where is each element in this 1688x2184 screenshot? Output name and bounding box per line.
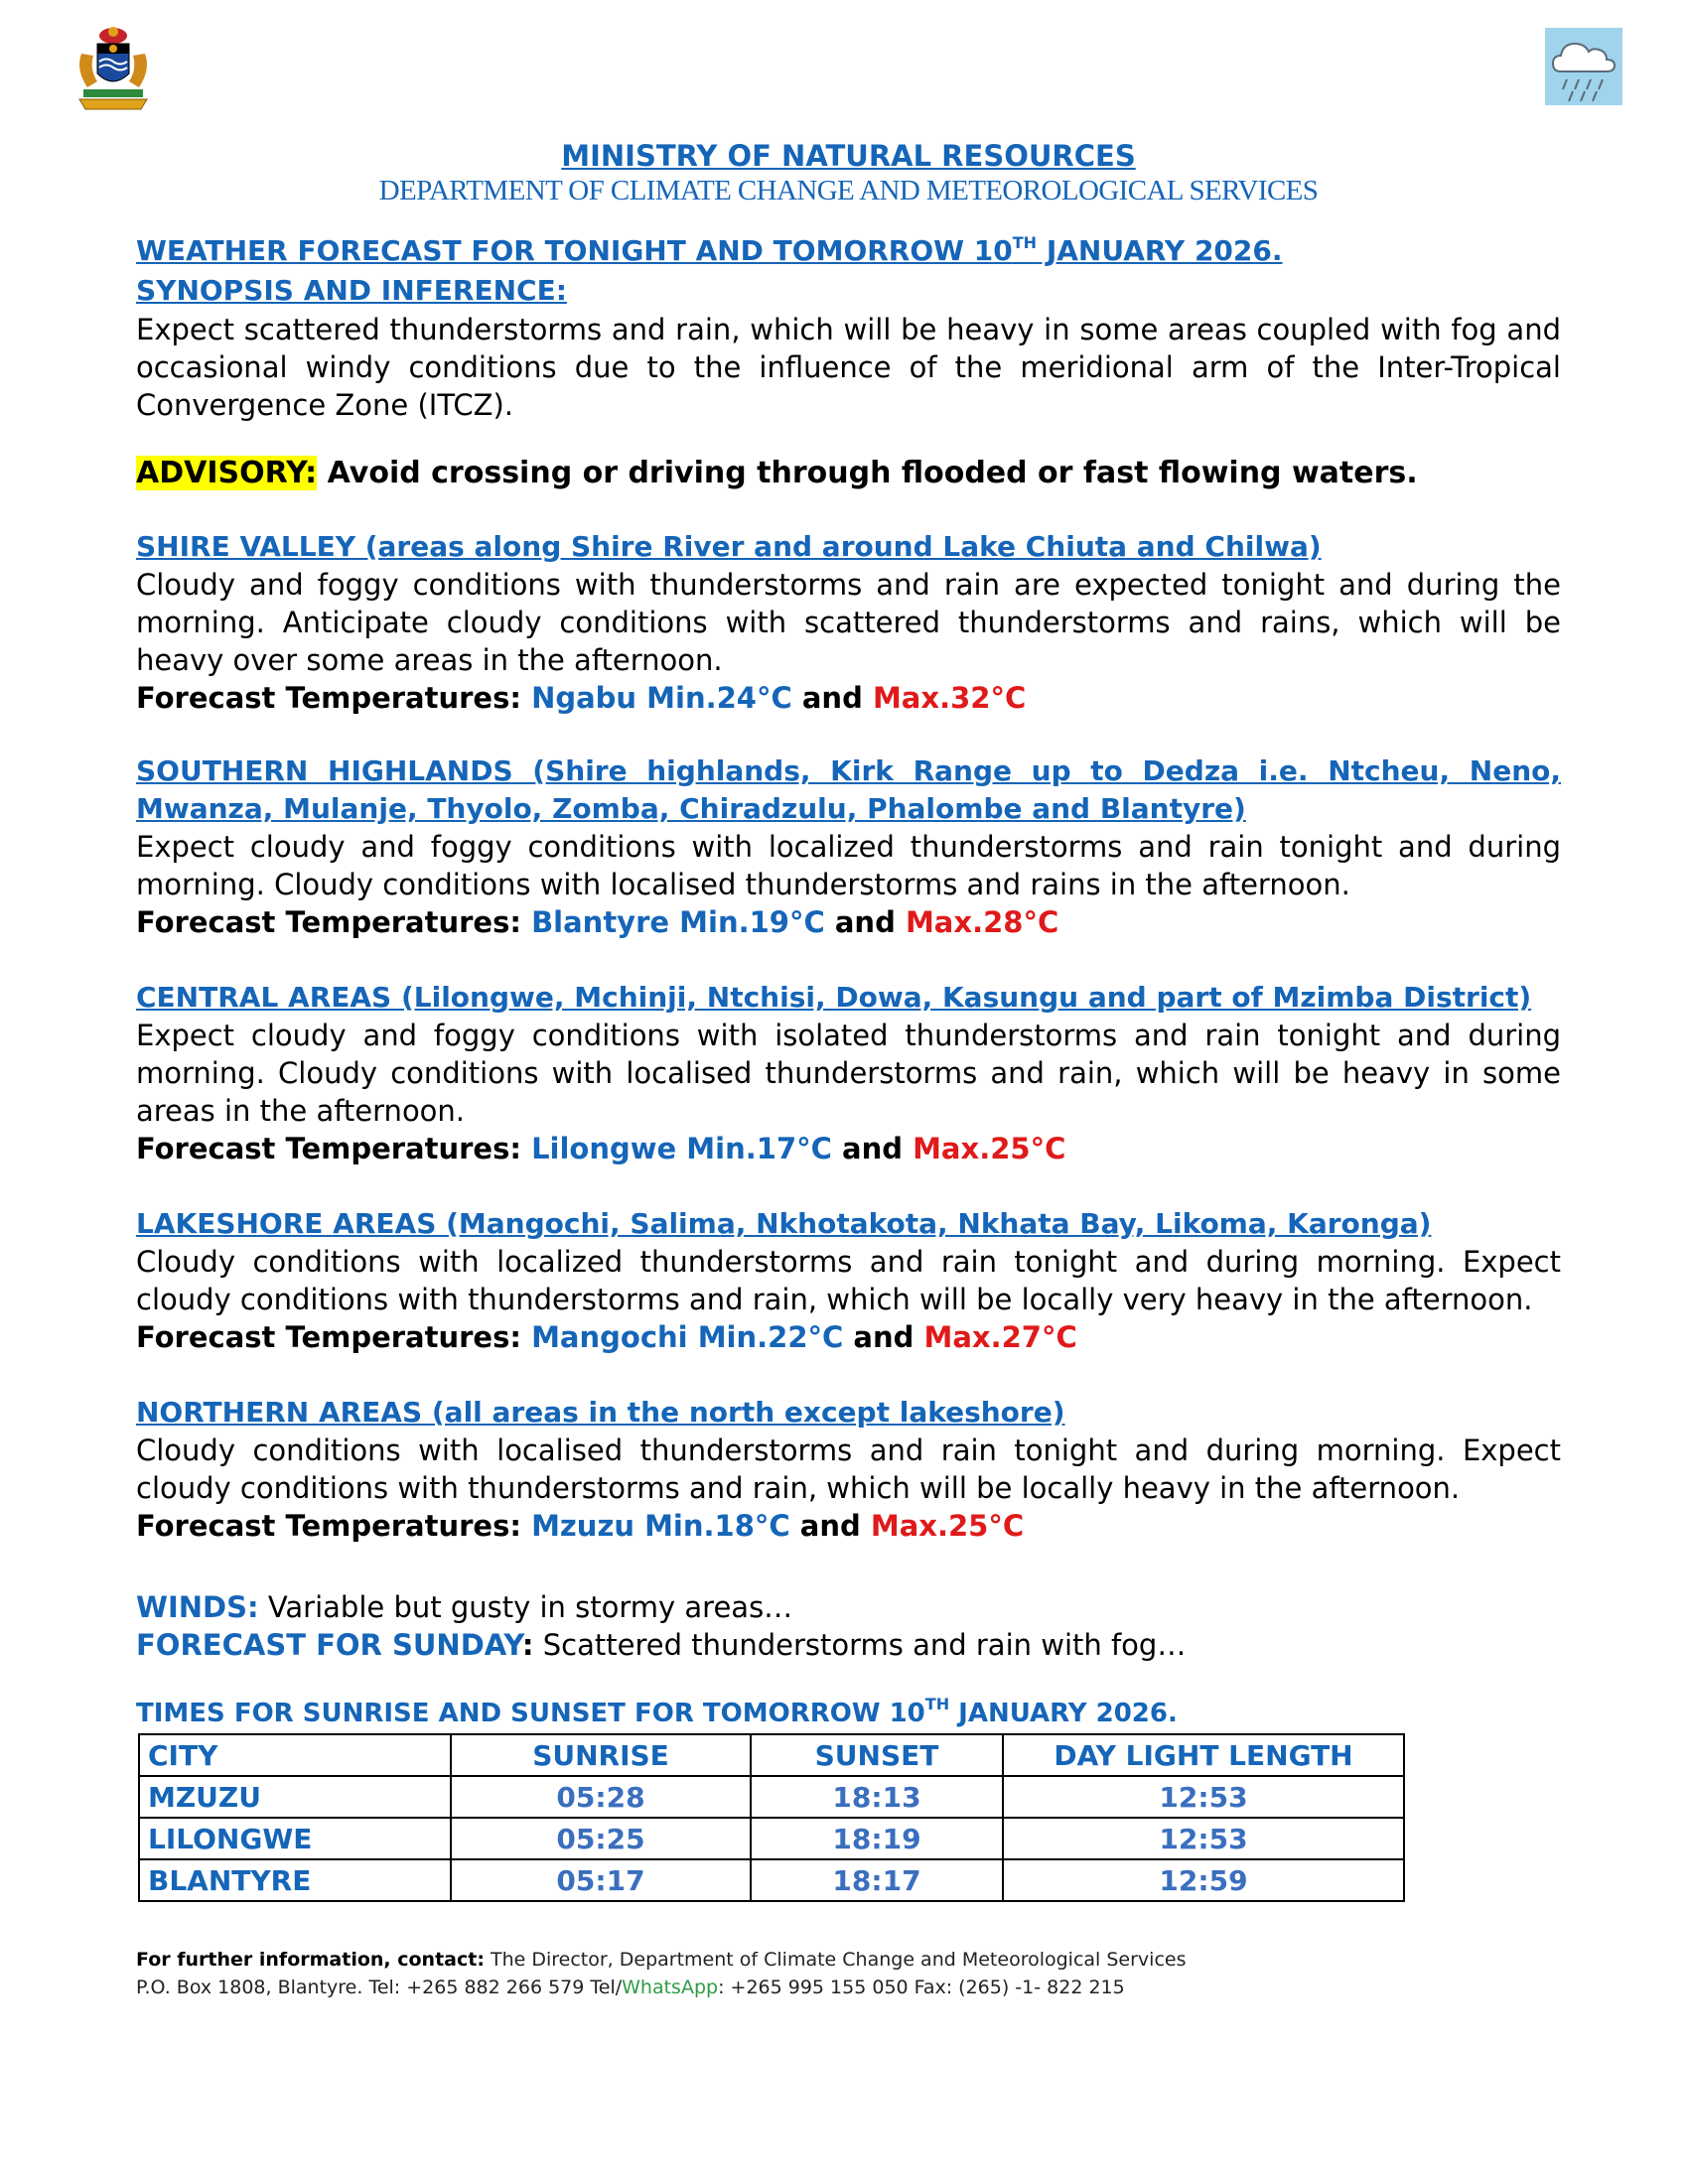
region-text: Cloudy conditions with localized thunderstorms and rain tonight and during morning. Expect cloudy conditions with thunderstorms and rain, which will be locally very heavy in the afternoon. <box>136 1245 1561 1316</box>
region-shire-valley <box>136 528 1561 717</box>
col-header-city: CITY <box>139 1734 451 1776</box>
region-central-areas <box>136 979 1561 1167</box>
synopsis-title: SYNOPSIS AND INFERENCE: <box>136 274 567 307</box>
forecast-sunday: FORECAST FOR SUNDAY: Scattered thunderstorms and rain with fog… <box>136 1628 1187 1662</box>
sunday-label: FORECAST FOR SUNDAY <box>136 1628 522 1662</box>
forecast-temperatures: Forecast Temperatures: Mzuzu Min.18°C and Max.25°C <box>136 1509 1025 1543</box>
sunrise-cell: 05:28 <box>451 1776 751 1818</box>
rain-cloud-icon <box>1545 28 1622 105</box>
winds-label: WINDS: <box>136 1590 259 1624</box>
daylight-cell: 12:53 <box>1003 1818 1404 1859</box>
sunrise-cell: 05:17 <box>451 1859 751 1901</box>
daylight-cell: 12:59 <box>1003 1859 1404 1901</box>
whatsapp-text: WhatsApp <box>622 1977 719 1998</box>
region-title: SHIRE VALLEY (areas along Shire River and around Lake Chiuta and Chilwa) <box>136 530 1322 563</box>
col-header-sunrise: SUNRISE <box>451 1734 751 1776</box>
region-southern-highlands <box>136 752 1561 941</box>
col-header-daylight: DAY LIGHT LENGTH <box>1003 1734 1404 1776</box>
advisory <box>136 455 1561 492</box>
city-cell: MZUZU <box>139 1776 451 1818</box>
region-northern-areas <box>136 1394 1561 1545</box>
forecast-title: WEATHER FORECAST FOR TONIGHT AND TOMORROW 10TH JANUARY 2026. <box>136 233 1283 267</box>
region-text: Expect cloudy and foggy conditions with localized thunderstorms and rain tonight and during morning. Cloudy conditions with localised thunderstorms and rains in the afternoon. <box>136 830 1561 901</box>
sunset-cell: 18:17 <box>751 1859 1003 1901</box>
table-row <box>139 1818 1404 1859</box>
city-cell: LILONGWE <box>139 1818 451 1859</box>
footer-line2a: P.O. Box 1808, Blantyre. Tel: +265 882 266 579 Tel/ <box>136 1977 623 1998</box>
footer-label: For further information, contact: <box>136 1949 485 1971</box>
times-title: TIMES FOR SUNRISE AND SUNSET FOR TOMORROW 10TH JANUARY 2026. <box>136 1695 1178 1728</box>
forecast-temperatures: Forecast Temperatures: Lilongwe Min.17°C and Max.25°C <box>136 1132 1066 1165</box>
region-text: Expect cloudy and foggy conditions with isolated thunderstorms and rain tonight and during morning. Cloudy conditions with localised thunderstorms and rain, which will be heavy in some areas in the afternoon. <box>136 1019 1561 1128</box>
region-title: NORTHERN AREAS (all areas in the north except lakeshore) <box>136 1396 1065 1429</box>
sunset-cell: 18:13 <box>751 1776 1003 1818</box>
advisory-text: Avoid crossing or driving through flooded or fast flowing waters. <box>317 456 1418 490</box>
city-cell: BLANTYRE <box>139 1859 451 1901</box>
region-lakeshore-areas <box>136 1205 1561 1356</box>
forecast-temperatures: Forecast Temperatures: Ngabu Min.24°C and Max.32°C <box>136 681 1027 715</box>
ministry-heading: MINISTRY OF NATURAL RESOURCES <box>561 139 1136 173</box>
table-row <box>139 1859 1404 1901</box>
coat-of-arms-icon <box>68 24 159 115</box>
sunrise-cell: 05:25 <box>451 1818 751 1859</box>
col-header-sunset: SUNSET <box>751 1734 1003 1776</box>
sunrise-sunset-table <box>138 1733 1405 1902</box>
sunset-cell: 18:19 <box>751 1818 1003 1859</box>
region-title: LAKESHORE AREAS (Mangochi, Salima, Nkhotakota, Nkhata Bay, Likoma, Karonga) <box>136 1207 1432 1240</box>
winds-text: Variable but gusty in stormy areas… <box>258 1590 793 1624</box>
advisory-label: ADVISORY: <box>136 456 318 490</box>
region-text: Cloudy conditions with localised thunderstorms and rain tonight and during morning. Expect cloudy conditions with thunderstorms and rain, which will be locally heavy in the afternoon. <box>136 1433 1561 1505</box>
contact-footer <box>136 1946 1186 2001</box>
forecast-temperatures: Forecast Temperatures: Blantyre Min.19°C and Max.28°C <box>136 905 1059 939</box>
daylight-cell: 12:53 <box>1003 1776 1404 1818</box>
footer-line1: The Director, Department of Climate Change and Meteorological Services <box>484 1949 1187 1971</box>
synopsis-text: Expect scattered thunderstorms and rain, which will be heavy in some areas coupled with fog and occasional windy conditions due to the influence of the meridional arm of the Inter-Tropical Convergence Zone (ITCZ). <box>136 313 1561 422</box>
winds <box>136 1588 1561 1626</box>
region-title: SOUTHERN HIGHLANDS (Shire highlands, Kirk Range up to Dedza i.e. Ntcheu, Neno, Mwanza, Mulanje, Thyolo, Zomba, Chiradzulu, Phalombe and Blantyre) <box>136 754 1561 825</box>
department-heading: DEPARTMENT OF CLIMATE CHANGE AND METEOROLOGICAL SERVICES <box>378 175 1319 206</box>
table-row <box>139 1776 1404 1818</box>
region-text: Cloudy and foggy conditions with thunderstorms and rain are expected tonight and during the morning. Anticipate cloudy conditions with scattered thunderstorms and rains, which will be heavy over some areas in the afternoon. <box>136 568 1561 677</box>
footer-line2b: : +265 995 155 050 Fax: (265) -1- 822 215 <box>718 1977 1125 1998</box>
sunday-text: Scattered thunderstorms and rain with fog… <box>533 1628 1187 1662</box>
forecast-temperatures: Forecast Temperatures: Mangochi Min.22°C and Max.27°C <box>136 1320 1077 1354</box>
region-title: CENTRAL AREAS (Lilongwe, Mchinji, Ntchisi, Dowa, Kasungu and part of Mzimba District) <box>136 981 1532 1014</box>
table-header-row <box>139 1734 1404 1776</box>
